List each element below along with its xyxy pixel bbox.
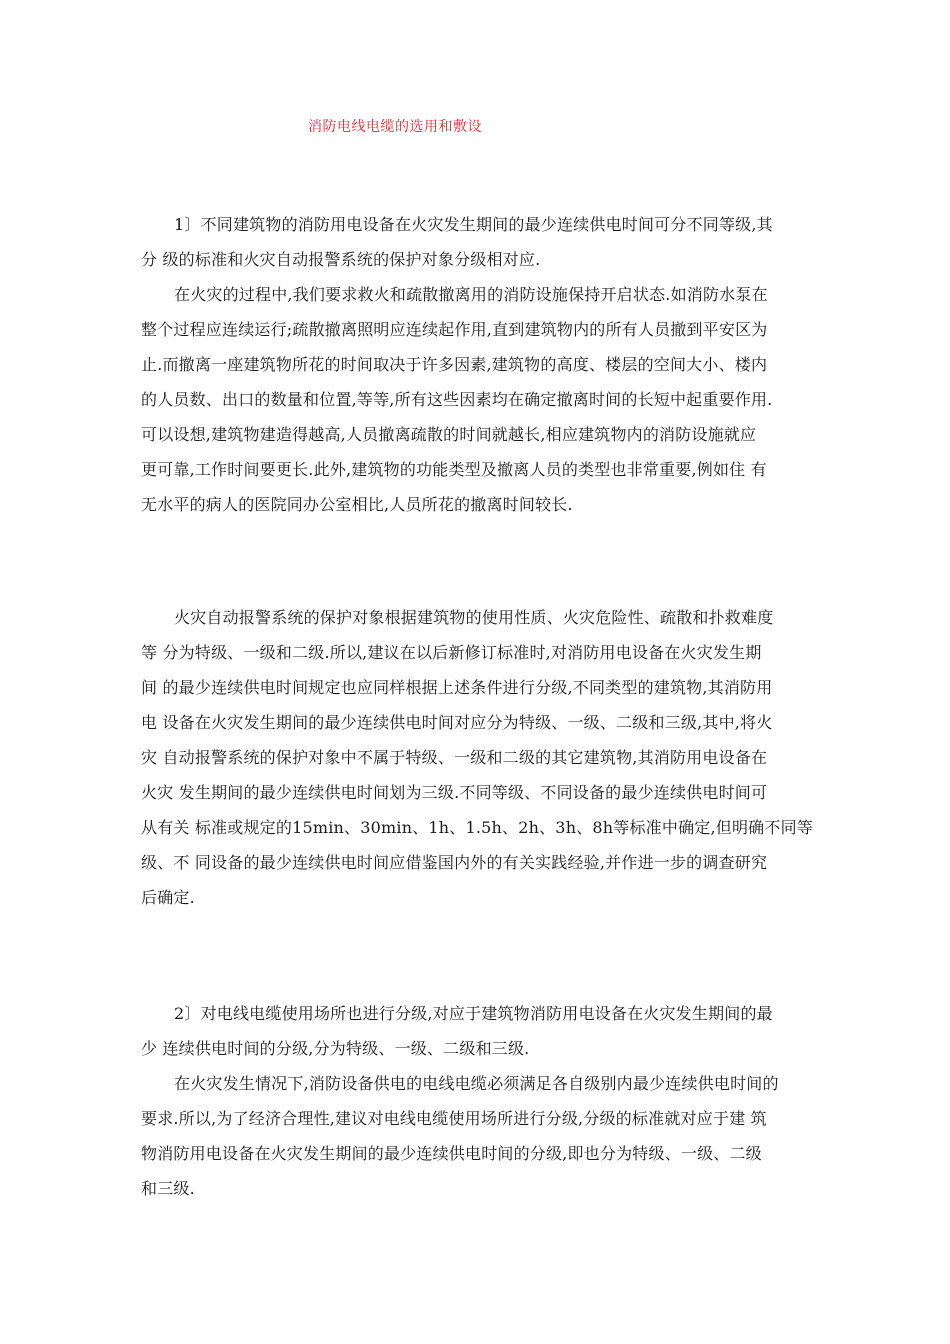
paragraph-line: 止.而撤离一座建筑物所花的时间取决于许多因素,建筑物的高度、楼层的空间大小、楼内 <box>141 355 768 374</box>
paragraph-line: 无水平的病人的医院同办公室相比,人员所花的撤离时间较长. <box>141 495 573 514</box>
paragraph-line: 整个过程应连续运行;疏散撤离照明应连续起作用,直到建筑物内的所有人员撤到平安区为 <box>141 320 768 339</box>
paragraph-line: 电 设备在火灾发生期间的最少连续供电时间对应分为特级、一级、二级和三级,其中,将火 <box>141 713 773 732</box>
paragraph-line: 物消防用电设备在火灾发生期间的最少连续供电时间的分级,即也分为特级、一级、二级 <box>141 1144 762 1163</box>
paragraph-line: 可以设想,建筑物建造得越高,人员撤离疏散的时间就越长,相应建筑物内的消防设施就应 <box>141 425 757 444</box>
paragraph-line: 分 级的标准和火灾自动报警系统的保护对象分级相对应. <box>141 250 541 269</box>
paragraph-line: 更可靠,工作时间要更长.此外,建筑物的功能类型及撤离人员的类型也非常重要,例如住 有 <box>141 460 767 479</box>
paragraph-line: 要求.所以,为了经济合理性,建议对电线电缆使用场所进行分级,分级的标准就对应于建 筑 <box>141 1109 767 1128</box>
paragraph-line: 等 分为特级、一级和二级.所以,建议在以后新修订标准时,对消防用电设备在火灾发生期 <box>141 643 762 662</box>
paragraph-line: 的人员数、出口的数量和位置,等等,所有这些因素均在确定撤离时间的长短中起重要作用. <box>141 390 773 409</box>
section-3 <box>141 996 826 1206</box>
section-2 <box>141 600 826 915</box>
paragraph-line: 1〕不同建筑物的消防用电设备在火灾发生期间的最少连续供电时间可分不同等级,其 <box>174 215 773 234</box>
section-1 <box>141 207 826 522</box>
paragraph-line: 在火灾的过程中,我们要求救火和疏散撤离用的消防设施保持开启状态.如消防水泵在 <box>174 285 768 304</box>
paragraph-line: 级、不 同设备的最少连续供电时间应借鉴国内外的有关实践经验,并作进一步的调查研究 <box>141 853 768 872</box>
paragraph-line: 和三级. <box>141 1179 195 1198</box>
paragraph-line: 间 的最少连续供电时间规定也应同样根据上述条件进行分级,不同类型的建筑物,其消防用 <box>141 678 773 697</box>
paragraph-line: 少 连续供电时间的分级,分为特级、一级、二级和三级. <box>141 1039 530 1058</box>
paragraph-line: 火灾自动报警系统的保护对象根据建筑物的使用性质、火灾危险性、疏散和扑救难度 <box>174 608 774 627</box>
document-title: 消防电线电缆的选用和敷设 <box>308 119 482 135</box>
paragraph-line: 2〕对电线电缆使用场所也进行分级,对应于建筑物消防用电设备在火灾发生期间的最 <box>174 1004 773 1023</box>
paragraph-line: 后确定. <box>141 888 195 907</box>
paragraph-line: 火灾 发生期间的最少连续供电时间划为三级.不同等级、不同设备的最少连续供电时间可 <box>141 783 768 802</box>
paragraph-line: 灾 自动报警系统的保护对象中不属于特级、一级和二级的其它建筑物,其消防用电设备在 <box>141 748 768 767</box>
paragraph-line: 从有关 标准或规定的15min、30min、1h、1.5h、2h、3h、8h等标准中确定,但明确不同等 <box>141 818 813 837</box>
paragraph-line: 在火灾发生情况下,消防设备供电的电线电缆必须满足各自级别内最少连续供电时间的 <box>174 1074 779 1093</box>
